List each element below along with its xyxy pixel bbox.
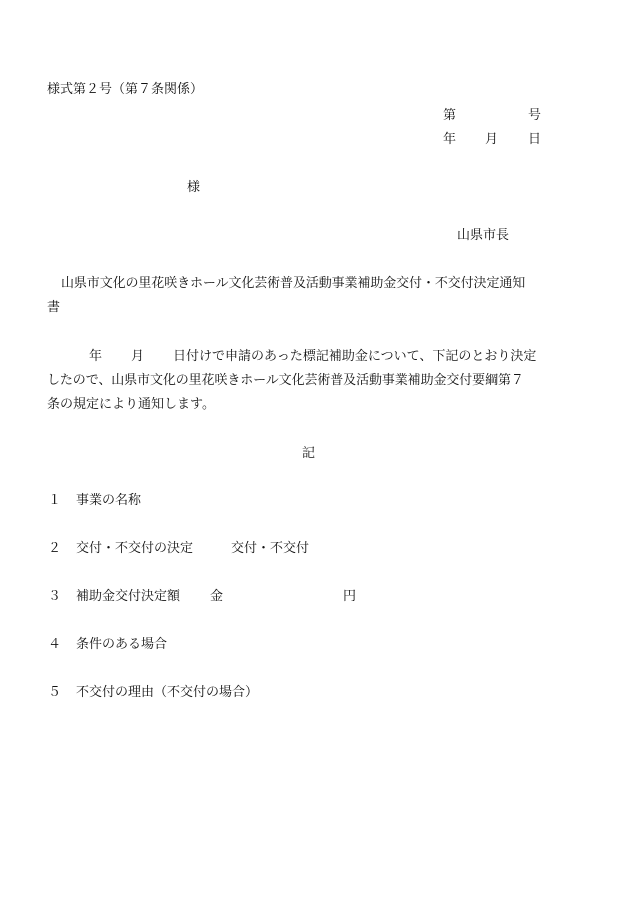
form-number: 様式第２号（第７条関係） xyxy=(47,82,204,97)
document-title-line1: 山県市文化の里花咲きホール文化芸術普及活動事業補助金交付・不交付決定通知 xyxy=(61,276,526,291)
body-line1: 日付けで申請のあった標記補助金について、下記のとおり決定 xyxy=(173,349,537,364)
ki-heading: 記 xyxy=(302,446,316,461)
document-title-line2: 書 xyxy=(47,300,61,315)
item-3-number: ３ xyxy=(48,589,62,604)
item-4-label: 条件のある場合 xyxy=(76,637,168,652)
date-day: 日 xyxy=(528,132,542,147)
item-2-label: 交付・不交付の決定 xyxy=(76,541,194,556)
item-5-number: ５ xyxy=(48,685,62,700)
item-3-unit: 円 xyxy=(343,589,357,604)
item-5-label: 不交付の理由（不交付の場合） xyxy=(76,685,259,700)
item-3-value: 金 xyxy=(210,589,224,604)
body-month: 月 xyxy=(131,349,145,364)
item-4-number: ４ xyxy=(48,637,62,652)
body-year: 年 xyxy=(89,349,103,364)
issuer: 山県市長 xyxy=(457,228,510,243)
item-3-label: 補助金交付決定額 xyxy=(76,589,181,604)
document-number-suffix: 号 xyxy=(528,108,542,123)
addressee-suffix: 様 xyxy=(187,180,201,195)
body-line2: したので、山県市文化の里花咲きホール文化芸術普及活動事業補助金交付要綱第７ xyxy=(47,373,524,388)
item-1-label: 事業の名称 xyxy=(76,493,142,508)
document-number-prefix: 第 xyxy=(443,108,457,123)
item-2-value: 交付・不交付 xyxy=(231,541,310,556)
date-year: 年 xyxy=(443,132,457,147)
item-1-number: １ xyxy=(48,493,62,508)
date-month: 月 xyxy=(485,132,499,147)
body-line3: 条の規定により通知します。 xyxy=(47,397,215,412)
item-2-number: ２ xyxy=(48,541,62,556)
